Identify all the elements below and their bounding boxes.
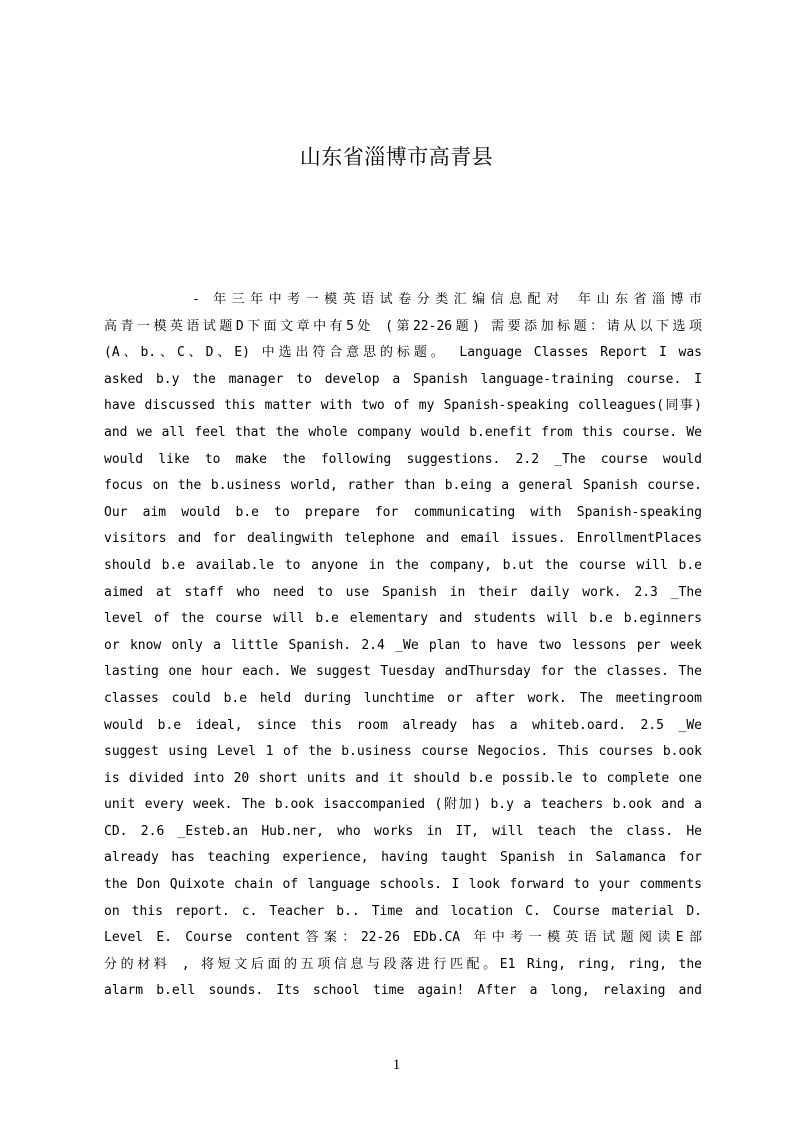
text-line: should b.e availab.le to anyone in the company, b.ut the course will b.e [104,557,702,573]
text-line: Our aim would b.e to prepare for communicating with Spanish-speaking [104,504,702,520]
text-line: would b.e ideal, since this room already has a whiteb.oard. 2.5 _We [104,717,702,733]
text-line: aimed at staff who need to use Spanish in their daily work. 2.3 _The [104,584,702,600]
text-line: - 年三年中考一模英语试卷分类汇编信息配对 年山东省淄博市 [192,292,702,307]
text-line: unit every week. The b.ook isaccompanied (附加) b.y a teachers b.ook and a [104,797,702,813]
text-line: already has teaching experience, having taught Spanish in Salamanca for [104,850,702,866]
page-title: 山东省淄博市高青县 [299,145,494,169]
text-line: 分的材料 , 将短文后面的五项信息与段落进行匹配。E1 Ring, ring, ring, the [104,956,702,972]
text-line: level of the course will b.e elementary and students will b.e b.eginners [104,611,702,627]
text-line: lasting one hour each. We suggest Tuesday andThursday for the classes. The [104,664,702,680]
text-line: classes could b.e held during lunchtime or after work. The meetingroom [104,690,702,706]
text-line: on this report. c. Teacher b.. Time and location C. Course material D. [104,903,702,919]
text-line: suggest using Level 1 of the b.usiness course Negocios. This courses b.ook [104,744,702,760]
text-line: CD. 2.6 _Esteb.an Hub.ner, who works in IT, will teach the class. He [104,823,702,839]
text-line: and we all feel that the whole company would b.enefit from this course. We [104,424,702,440]
text-line: 高青一模英语试题D下面文章中有5处 (第22-26题) 需要添加标题：请从以下选项 [104,318,702,334]
text-line: visitors and for dealingwith telephone and email issues. EnrollmentPlaces [104,531,702,547]
text-line: the Don Quixote chain of language schools. I look forward to your comments [104,877,702,893]
body-text [104,287,702,1005]
text-line: (A、b.、C、D、E) 中选出符合意思的标题。 Language Classes Report I was [104,345,702,361]
text-line: or know only a little Spanish. 2.4 _We plan to have two lessons per week [104,637,702,653]
text-line: is divided into 20 short units and it should b.e possib.le to complete one [104,770,702,786]
text-line: asked b.y the manager to develop a Spanish language-training course. I [104,371,702,387]
text-line: have discussed this matter with two of my Spanish-speaking colleagues(同事) [104,398,702,414]
text-line: alarm b.ell sounds. Its school time again! After a long, relaxing and [104,983,702,999]
text-line: Level E. Course content答案：22-26 EDb.CA 年中考一模英语试题阅读E部 [104,930,702,946]
text-line: would like to make the following suggestions. 2.2 _The course would [104,451,702,467]
text-line: focus on the b.usiness world, rather than b.eing a general Spanish course. [104,478,702,494]
page-number: 1 [392,1057,401,1073]
